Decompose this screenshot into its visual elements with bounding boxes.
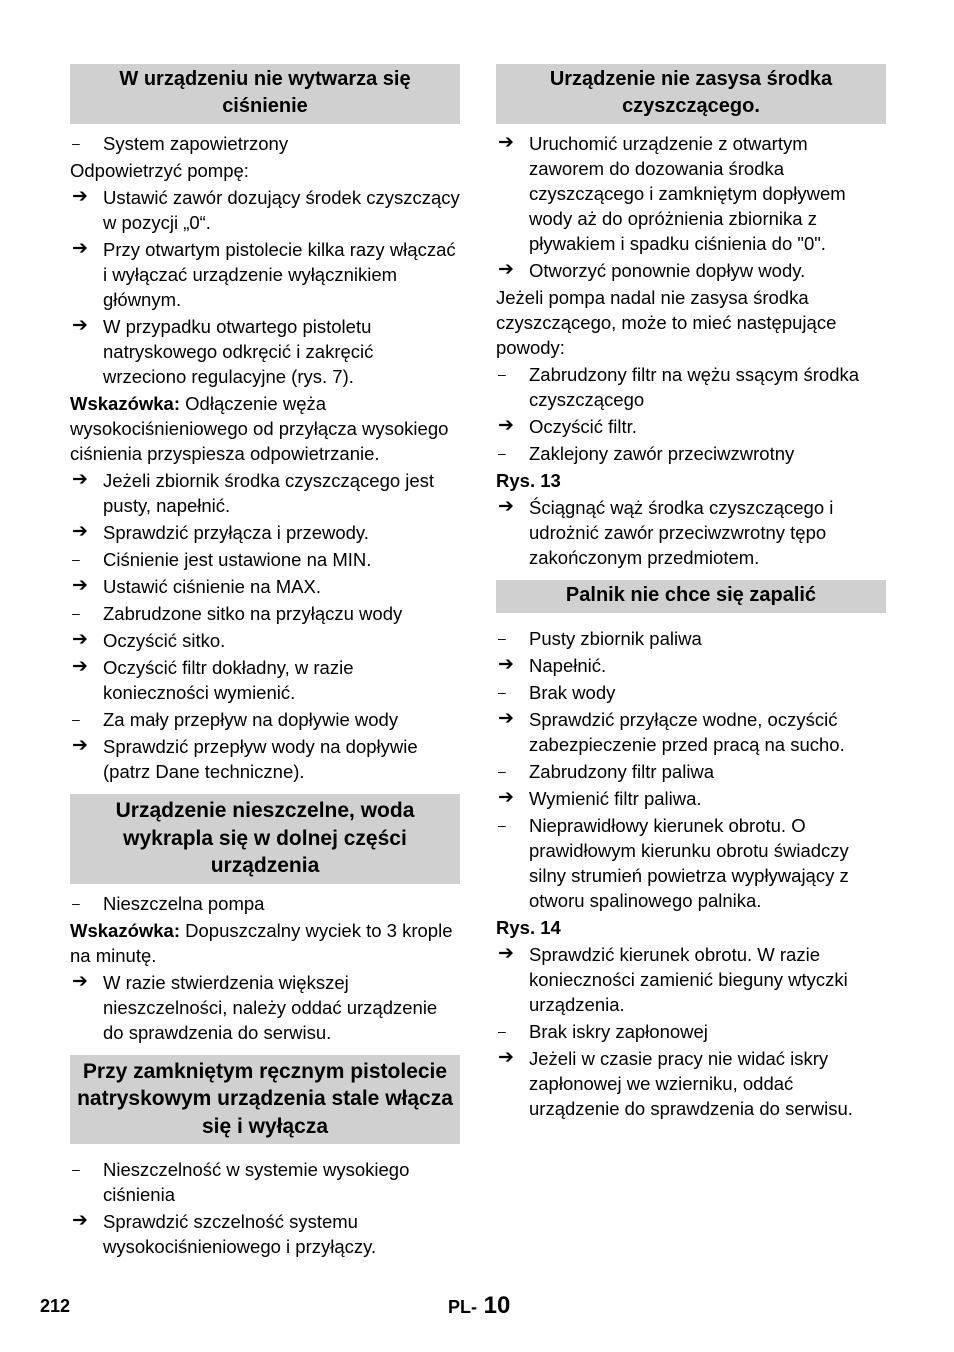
- arrow-icon: ➔: [72, 186, 88, 207]
- list-item-text: Ustawić ciśnienie na MAX.: [103, 576, 321, 597]
- list-item: [496, 680, 886, 705]
- dash-bullet: –: [498, 817, 506, 833]
- arrow-icon: ➔: [72, 521, 88, 542]
- list-item: [70, 131, 460, 156]
- list-item: [496, 942, 886, 1017]
- list-item-text: W przypadku otwartego pistoletu natryskowego odkręcić i zakręcić wrzeciono regulacyjne (rys. 7).: [103, 316, 374, 387]
- list-item: – Zabrudzony filtr na wężu ssącym środka czyszczącego: [498, 364, 860, 410]
- arrow-icon: ➔: [72, 469, 88, 490]
- section-heading-switching: Przy zamkniętym ręcznym pistolecie natryskowym urządzenia stale włącza się i wyłącza: [70, 1055, 460, 1145]
- list-item: [496, 626, 886, 651]
- list-item: [70, 574, 460, 599]
- arrow-icon: ➔: [72, 315, 88, 336]
- list-item: [70, 237, 460, 312]
- list-no-pressure-more: [70, 468, 460, 784]
- list-item: ➔ Uruchomić urządzenie z otwartym zaworem do dozowania środka czyszczącego i zamkniętym dopływem wody aż do opróżnienia zbiornika z pływakiem i spadku ciśnienia do "0".: [498, 132, 846, 254]
- list-item-text: Sprawdzić kierunek obrotu. W razie konieczności zamienić bieguny wtyczki urządzenia.: [529, 944, 848, 1015]
- list-item: [70, 314, 460, 389]
- arrow-icon: ➔: [72, 1210, 88, 1231]
- note-label: Wskazówka:: [70, 919, 181, 941]
- list-item-text: Jeżeli zbiornik środka czyszczącego jest pusty, napełnić.: [103, 470, 435, 516]
- arrow-icon: ➔: [498, 1047, 514, 1068]
- dash-bullet: –: [498, 445, 506, 461]
- list-item-text: Pusty zbiornik paliwa: [529, 628, 702, 649]
- arrow-icon: ➔: [498, 787, 514, 808]
- dash-bullet: –: [72, 711, 80, 727]
- list-item: [496, 707, 886, 757]
- arrow-icon: ➔: [72, 656, 88, 677]
- paragraph: Odpowietrzyć pompę:: [70, 160, 249, 181]
- section-heading-leaking: Urządzenie nieszczelne, woda wykrapla się w dolnej części urządzenia: [70, 794, 460, 884]
- note-text: Dopuszczalny wyciek to 3 krople na minutę.: [70, 919, 453, 966]
- list-item: [70, 655, 460, 705]
- dash-bullet: –: [72, 135, 80, 151]
- list-item: [70, 547, 460, 572]
- section-heading-burner: Palnik nie chce się zapalić: [496, 580, 886, 613]
- list-item: [70, 601, 460, 626]
- section-page-number: 10: [477, 1292, 511, 1319]
- list-item: ➔ W razie stwierdzenia większej nieszczelności, należy oddać urządzenie do sprawdzenia do serwisu.: [72, 970, 438, 1043]
- list-item-text: System zapowietrzony: [103, 133, 289, 154]
- list-no-pressure: [70, 131, 460, 389]
- list-item-text: Nieprawidłowy kierunek obrotu. O prawidłowym kierunku obrotu świadczy silny strumień powietrza wypływający z otworu spalinowego palnika.: [529, 815, 849, 911]
- arrow-icon: ➔: [498, 708, 514, 729]
- arrow-icon: ➔: [72, 629, 88, 650]
- list-item: [70, 185, 460, 235]
- list-item-text: Napełnić.: [529, 655, 607, 676]
- page-section-label: [448, 1292, 510, 1320]
- list-item-text: Brak iskry zapłonowej: [529, 1021, 708, 1042]
- dash-bullet: –: [498, 1023, 506, 1039]
- arrow-icon: ➔: [72, 735, 88, 756]
- list-item: [496, 1019, 886, 1044]
- left-column: [70, 64, 460, 1261]
- list-item-text: Wymienić filtr paliwa.: [529, 788, 702, 809]
- list-item-text: Ustawić zawór dozujący środek czyszczący w pozycji „0“.: [103, 187, 460, 233]
- list-item: [70, 520, 460, 545]
- list-item: ➔ Ściągnąć wąż środka czyszczącego i udrożnić zawór przeciwzwrotny tępo zakończonym przedmiotem.: [498, 496, 834, 568]
- list-item: – Nieszczelność w systemie wysokiego ciśnienia: [72, 1159, 410, 1205]
- arrow-icon: ➔: [498, 259, 514, 280]
- list-item-text: Brak wody: [529, 682, 616, 703]
- list-item: [70, 468, 460, 518]
- list-item-text: Oczyścić filtr dokładny, w razie konieczności wymienić.: [103, 657, 354, 703]
- list-item-text: Zabrudzone sitko na przyłączu wody: [103, 603, 403, 624]
- list-item-text: Ciśnienie jest ustawione na MIN.: [103, 549, 372, 570]
- arrow-icon: ➔: [72, 575, 88, 596]
- list-item: – Nieszczelna pompa: [72, 892, 265, 914]
- list-item: [70, 628, 460, 653]
- list-burner-more: [496, 942, 886, 1121]
- figure-reference-14: Rys. 14: [496, 917, 561, 938]
- language-code: PL-: [448, 1297, 477, 1317]
- note-label: Wskazówka:: [70, 393, 181, 414]
- list-item: [496, 813, 886, 913]
- arrow-icon: ➔: [498, 654, 514, 675]
- list-burner: [496, 626, 886, 913]
- list-item: ➔ Sprawdzić szczelność systemu wysokociśnieniowego i przyłączy.: [72, 1210, 377, 1257]
- list-item-text: Jeżeli w czasie pracy nie widać iskry zapłonowej we wzierniku, oddać urządzenie do sprawdzenia do serwisu.: [529, 1048, 853, 1119]
- dash-bullet: –: [72, 1161, 80, 1177]
- dash-bullet: –: [72, 605, 80, 621]
- list-item-text: Sprawdzić przyłącze wodne, oczyścić zabezpieczenie przed pracą na sucho.: [529, 709, 845, 755]
- list-item: [70, 707, 460, 732]
- list-item-text: Sprawdzić przepływ wody na dopływie (patrz Dane techniczne).: [103, 736, 418, 782]
- dash-bullet: –: [72, 551, 80, 567]
- note-leak: [70, 918, 460, 968]
- arrow-icon: ➔: [72, 970, 88, 992]
- list-item: – Zaklejony zawór przeciwzwrotny: [498, 443, 795, 464]
- list-item: ➔ Otworzyć ponownie dopływ wody.: [498, 259, 806, 281]
- list-item: [496, 786, 886, 811]
- right-column: [496, 64, 886, 1123]
- arrow-icon: ➔: [498, 415, 514, 436]
- dash-bullet: –: [72, 894, 80, 911]
- list-item: [496, 653, 886, 678]
- list-item-text: Zabrudzony filtr paliwa: [529, 761, 715, 782]
- list-item: [70, 734, 460, 784]
- dash-bullet: –: [498, 630, 506, 646]
- dash-bullet: –: [498, 366, 506, 382]
- section-heading-no-detergent: Urządzenie nie zasysa środka czyszczącego.: [496, 64, 886, 124]
- dash-bullet: –: [498, 763, 506, 779]
- list-item: [496, 759, 886, 784]
- arrow-icon: ➔: [498, 132, 514, 153]
- paragraph: Jeżeli pompa nadal nie zasysa środka czyszczącego, może to mieć następujące powody:: [496, 287, 837, 358]
- page-number: 212: [40, 1296, 71, 1316]
- section-heading-no-pressure: W urządzeniu nie wytwarza się ciśnienie: [70, 64, 460, 124]
- arrow-icon: ➔: [498, 496, 514, 517]
- note-venting: [70, 391, 460, 466]
- list-item-text: Oczyścić sitko.: [103, 630, 226, 651]
- list-item-text: Przy otwartym pistolecie kilka razy włączać i wyłączać urządzenie wyłącznikiem głównym.: [103, 239, 456, 310]
- arrow-icon: ➔: [498, 943, 514, 964]
- figure-reference-13: Rys. 13: [496, 470, 561, 491]
- list-item: [496, 1046, 886, 1121]
- list-item-text: Sprawdzić przyłącza i przewody.: [103, 522, 369, 543]
- arrow-icon: ➔: [72, 238, 88, 259]
- list-item: ➔ Oczyścić filtr.: [498, 415, 637, 437]
- list-item-text: Za mały przepływ na dopływie wody: [103, 709, 399, 730]
- dash-bullet: –: [498, 684, 506, 700]
- note-text: Odłączenie węża wysokociśnieniowego od przyłącza wysokiego ciśnienia przyspiesza odpowietrzanie.: [70, 393, 449, 464]
